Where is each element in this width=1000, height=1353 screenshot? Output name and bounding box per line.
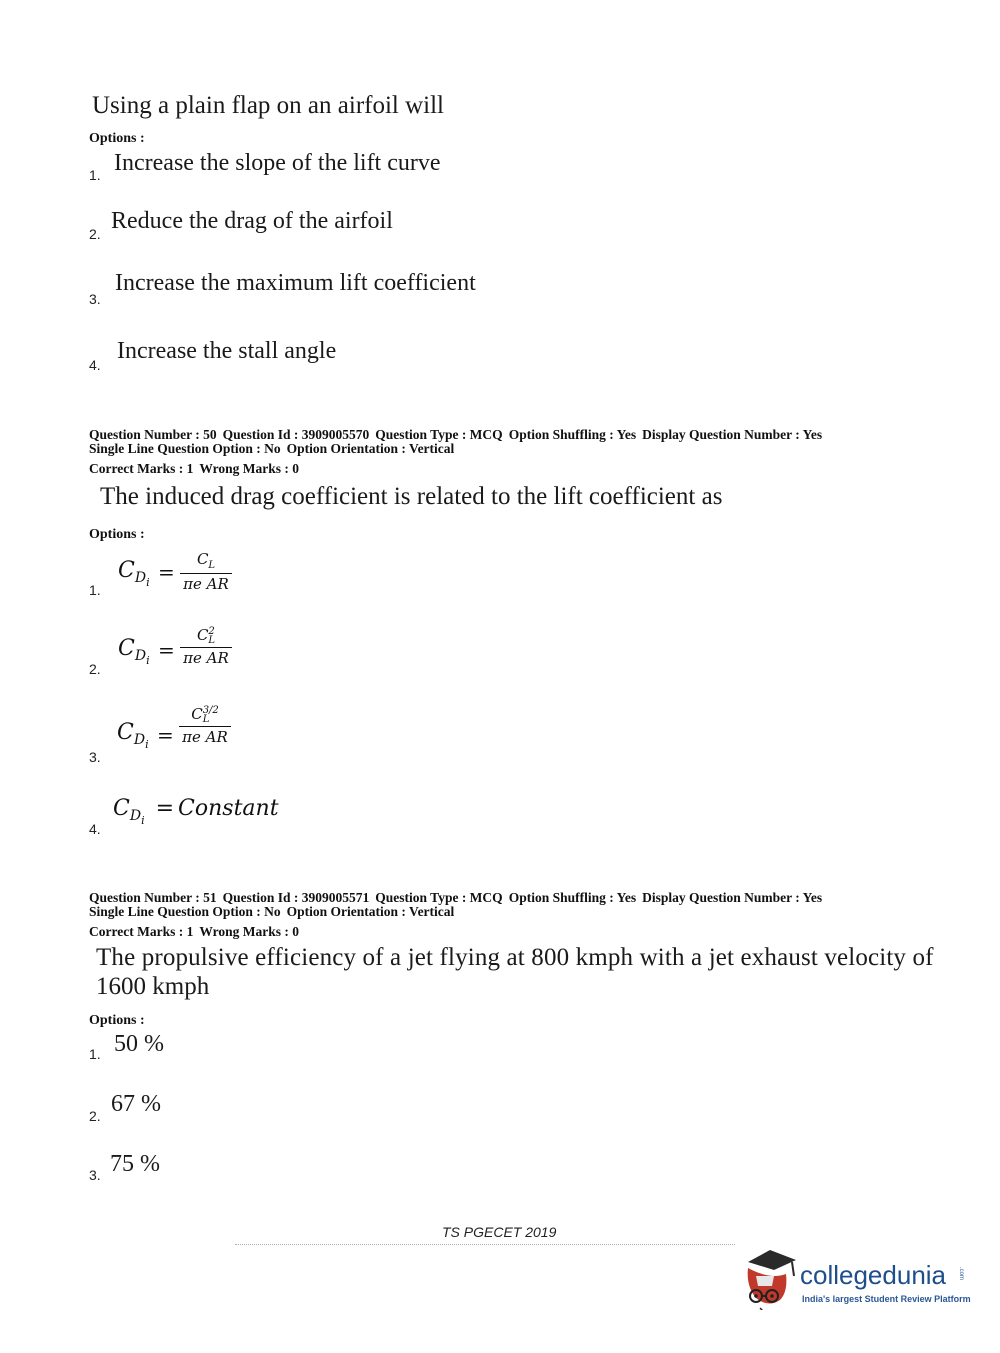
option-number: 3. [89,749,101,765]
question-51-meta [89,891,828,939]
formula-cdi-constant: $C_{D_i}$ = Constant [113,796,279,828]
meta-item: Correct Marks : 1 [89,924,194,939]
meta-item: Option Orientation : Vertical [286,441,455,456]
meta-item: Single Line Question Option : No [89,441,281,456]
option-number: 2. [89,226,101,242]
option-number: 4. [89,821,101,837]
meta-item: Display Question Number : Yes [642,427,823,442]
meta-item: Single Line Question Option : No [89,904,281,919]
option-text: 75 % [110,1151,160,1177]
logo-domain: .com [958,1267,964,1281]
footer-exam-title: TS PGECET 2019 [442,1224,557,1240]
option-number: 1. [89,582,101,598]
meta-item: Correct Marks : 1 [89,461,194,476]
equals-sign: = [158,638,175,662]
meta-item: Option Shuffling : Yes [508,427,637,442]
meta-item: Question Type : MCQ [375,890,503,905]
option-text: Increase the maximum lift coefficient [115,270,476,296]
option-number: 2. [89,1108,101,1124]
question-51-text-line2: 1600 kmph [96,973,210,1000]
option-text: Increase the slope of the lift curve [114,150,441,176]
meta-item: Wrong Marks : 0 [199,924,299,939]
option-number: 2. [89,661,101,677]
meta-item: Wrong Marks : 0 [199,461,299,476]
option-text: Reduce the drag of the airfoil [111,208,393,234]
equals-sign: = [158,560,175,584]
option-text: 50 % [114,1031,164,1057]
options-label: Options : [89,1013,145,1028]
option-number: 1. [89,167,101,183]
meta-item: Option Orientation : Vertical [286,904,455,919]
equals-sign: = [157,723,174,747]
question-49-text: Using a plain flap on an airfoil will [92,92,445,119]
collegedunia-logo [740,1246,970,1316]
meta-item: Question Number : 51 [89,890,217,905]
option-number: 3. [89,291,101,307]
formula-cdi-lhs: $C_{D_i}$ [118,636,150,668]
formula-fraction: C3/2 L πe AR [179,705,231,746]
meta-item: Question Number : 50 [89,427,217,442]
formula-fraction: C2 L πe AR [180,626,232,667]
meta-item: Question Type : MCQ [375,427,503,442]
mascot-icon [740,1246,802,1310]
meta-item: Option Shuffling : Yes [508,890,637,905]
options-label: Options : [89,527,145,542]
logo-wordmark: collegedunia [800,1260,947,1290]
formula-cdi-lhs: $C_{D_i}$ [117,720,149,752]
question-50-text: The induced drag coefficient is related to the lift coefficient as [100,483,723,510]
question-50-meta [89,428,828,476]
meta-item: Question Id : 3909005570 [222,427,370,442]
option-text: 67 % [111,1091,161,1117]
option-number: 3. [89,1167,101,1183]
options-label: Options : [89,131,145,146]
option-number: 4. [89,357,101,373]
option-number: 1. [89,1046,101,1062]
meta-item: Display Question Number : Yes [642,890,823,905]
question-51-text-line1: The propulsive efficiency of a jet flying at 800 kmph with a jet exhaust velocity of [96,944,934,971]
formula-fraction: $C_L$ πe AR [180,550,232,593]
logo-tagline: India's largest Student Review Platform [802,1294,971,1304]
footer-dotted-rule [235,1244,735,1245]
meta-item: Question Id : 3909005571 [222,890,370,905]
option-text: Increase the stall angle [117,338,337,364]
formula-cdi-lhs: $C_{D_i}$ [118,558,150,590]
